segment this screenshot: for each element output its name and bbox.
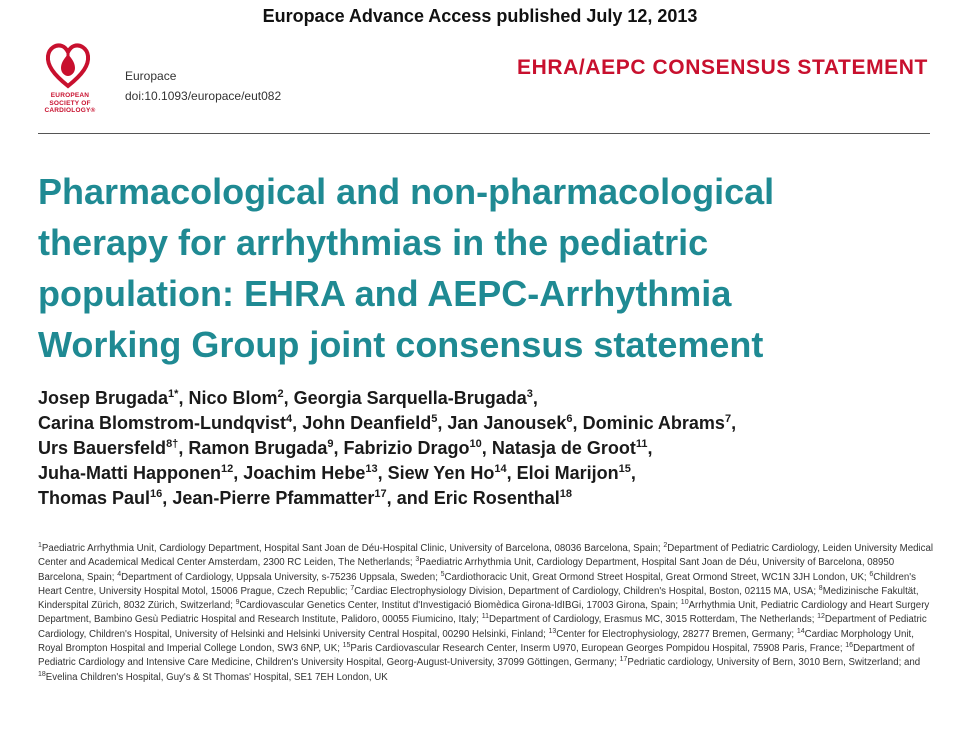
journal-info [125, 66, 281, 106]
author [188, 438, 333, 458]
author-name: Juha-Matti Happonen [38, 463, 221, 483]
affiliation-number: 11 [481, 613, 489, 621]
affiliation-text: Evelina Children's Hospital, Guy's & St Thomas' Hospital, SE1 7EH London, UK [45, 671, 388, 683]
esc-logo [28, 42, 108, 126]
affiliation-text: Cardiovascular Genetics Center, Institut d'Investigació Biomèdica Girona-IdIBGi, 17003 Girona, Spain; [239, 600, 679, 612]
author-name: Nico Blom [188, 388, 278, 408]
author [243, 463, 377, 483]
affiliation-number: 17 [619, 656, 628, 664]
affiliation-number: 5 [440, 570, 445, 578]
affiliation-number: 6 [869, 570, 874, 578]
section-label: EHRA/AEPC CONSENSUS STATEMENT [517, 56, 928, 79]
affiliation-number: 2 [663, 541, 668, 549]
author-affiliation-ref: 6 [566, 413, 573, 425]
affiliation-text: Arrhythmia Unit, Pediatric Cardiology and Heart Surgery Department, Bambino Gesù Pediatric Hospital and Research Institute, Palidoro, 00055 Fiumicino, Italy; [38, 600, 930, 626]
author-affiliation-ref: 1* [168, 388, 179, 400]
author-name: Dominic Abrams [582, 413, 725, 433]
author-name: Thomas Paul [38, 488, 151, 508]
author-name: Fabrizio Drago [343, 438, 470, 458]
author-name: Georgia Sarquella-Brugada [293, 388, 527, 408]
author [38, 438, 178, 458]
heart-logo-icon [45, 42, 91, 90]
affiliation [549, 629, 795, 640]
author-affiliation-ref: 9 [327, 438, 334, 450]
author-affiliation-ref: 17 [374, 488, 387, 500]
affiliation-text: Department of Pediatric Cardiology, Leiden University Medical Center and Academical Medical Center Amsterdam, 2300 RC Leiden, The Netherlands; [38, 543, 934, 569]
header-divider [38, 133, 930, 134]
affiliation [482, 614, 815, 625]
author [517, 463, 631, 483]
affiliations [38, 542, 938, 685]
affiliation [343, 643, 843, 654]
author [38, 413, 292, 433]
author-name: Eloi Marijon [516, 463, 619, 483]
affiliation-number: 12 [817, 613, 825, 621]
author-affiliation-ref: 12 [221, 463, 234, 475]
affiliation-text: Medizinische Fakultät, Kinderspital Zürich, 8032 Zürich, Switzerland; [38, 585, 919, 612]
title-line: therapy for arrhythmias in the pediatric [38, 222, 709, 263]
journal-doi[interactable]: doi:10.1093/europace/eut082 [125, 89, 282, 103]
affiliation-text: Paediatric Arrhythmia Unit, Cardiology Department, Hospital Sant Joan de Déu, University of Barcelona, 08950 Barcelona, Spain; [38, 557, 895, 583]
affiliation [38, 543, 661, 554]
author-affiliation-ref: 14 [494, 463, 507, 475]
logo-text-line: CARDIOLOGY® [44, 107, 96, 114]
affiliation-text: Department of Cardiology, Uppsala University, s-75236 Uppsala, Sweden; [121, 571, 438, 583]
affiliation-text: Center for Electrophysiology, 28277 Bremen, Germany; [556, 628, 795, 640]
author-affiliation-ref: 13 [365, 463, 378, 475]
journal-name: Europace [125, 69, 177, 83]
affiliation-number: 9 [235, 598, 240, 606]
affiliation-text: Children's Heart Centre, University Hospital Motol, 15006 Prague, Czech Republic; [38, 571, 917, 597]
author-name: Eric Rosenthal [433, 488, 560, 508]
affiliation-text: Cardiac Electrophysiology Division, Department of Cardiology, Children's Hospital, Boston, 02115 MA, USA; [354, 585, 817, 597]
logo-text [38, 92, 102, 115]
affiliation [117, 572, 438, 583]
author-affiliation-ref: 2 [277, 388, 284, 400]
affiliation-text: Paris Cardiovascular Research Center, Inserm U970, European Georges Pompidou Hospital, 75908 Paris, France; [350, 643, 843, 655]
author [344, 438, 482, 458]
author-name: Siew Yen Ho [387, 463, 495, 483]
affiliation-number: 13 [548, 627, 557, 635]
affiliation-number: 1 [38, 541, 42, 549]
affiliation-text: Department of Cardiology, Erasmus MC, 3015 Rotterdam, The Netherlands; [489, 614, 815, 626]
title-line: population: EHRA and AEPC-Arrhythmia [38, 273, 732, 314]
author-affiliation-ref: 5 [431, 413, 438, 425]
author-affiliation-ref: 4 [286, 413, 293, 425]
affiliation-number: 15 [342, 641, 351, 649]
article-title [38, 166, 938, 370]
affiliation [620, 657, 921, 668]
logo-text-line: EUROPEAN [50, 92, 90, 99]
author-name: Joachim Hebe [243, 463, 366, 483]
author-name: Ramon Brugada [188, 438, 328, 458]
affiliation-number: 7 [350, 584, 355, 592]
author [38, 463, 233, 483]
author-affiliation-ref: 16 [150, 488, 163, 500]
author-affiliation-ref: 8† [166, 438, 179, 450]
affiliation [350, 586, 816, 597]
author-name: Natasja de Groot [491, 438, 636, 458]
affiliation-text: Pedriatic cardiology, University of Bern, 3010 Bern, Switzerland; and [627, 657, 921, 669]
author [302, 413, 437, 433]
author [447, 413, 572, 433]
affiliation-number: 3 [415, 556, 420, 564]
author [38, 488, 162, 508]
title-line: Pharmacological and non-pharmacological [38, 171, 775, 212]
affiliation [236, 600, 678, 611]
affiliation-text: Cardiothoracic Unit, Great Ormond Street Hospital, Great Ormond Street, WC1N 3JH London, UK; [444, 571, 867, 583]
author-name: Urs Bauersfeld [38, 438, 167, 458]
author-name: Carina Blomstrom-Lundqvist [38, 413, 287, 433]
author-name: Jean-Pierre Pfammatter [172, 488, 375, 508]
author [294, 388, 533, 408]
affiliation [38, 672, 388, 683]
author-name: John Deanfield [302, 413, 432, 433]
author-affiliation-ref: 18 [559, 488, 573, 500]
author-affiliation-ref: 7 [724, 413, 732, 425]
affiliation [441, 572, 867, 583]
author [188, 388, 283, 408]
logo-text-line: SOCIETY OF [49, 99, 91, 107]
author [172, 488, 386, 508]
author-affiliation-ref: 11 [635, 438, 648, 450]
affiliation-text: Department of Pediatric Cardiology, Children's Hospital, University of Helsinki and Helsinki University Central Hospital, 00290 Helsinki, Finland; [38, 614, 927, 640]
author [434, 488, 572, 508]
affiliation-number: 14 [796, 627, 805, 635]
affiliation-number: 8 [818, 584, 823, 592]
author [492, 438, 648, 458]
author [583, 413, 732, 433]
author-affiliation-ref: 15 [618, 463, 631, 475]
affiliation-number: 16 [845, 641, 854, 649]
advance-access-banner: Europace Advance Access published July 12, 2013 [262, 6, 698, 26]
affiliation-number: 18 [38, 670, 46, 678]
author [388, 463, 507, 483]
affiliation-number: 10 [680, 598, 689, 606]
affiliation-number: 4 [117, 570, 122, 578]
author-affiliation-ref: 10 [469, 438, 482, 450]
author-name: Josep Brugada [38, 388, 169, 408]
affiliation-text: Cardiac Morphology Unit, Royal Brompton Hospital and Imperial College London, SW3 6NP, UK; [38, 628, 914, 655]
affiliation-text: Paediatric Arrhythmia Unit, Cardiology Department, Hospital Sant Joan de Déu-Hospital Clinic, University of Barcelona, 08036 Barcelona, Spain; [41, 543, 661, 554]
author-affiliation-ref: 3 [526, 388, 533, 400]
author-name: Jan Janousek [447, 413, 567, 433]
author-list: Josep Brugada$^{1*}$, Nico Blom$^2$, Georgia Sarquella-Brugada$^3$, Carina Blomstrom-Lundqvist$^4$, John Deanfield$^5$, Jan Janousek$^6$, Dominic Abrams$^7$, Urs Bauersfeld$^{8\dagger}$, Ramon Brugada$^9$, Fabrizio Drago$^{10}$, Natasja de Groot$^{11}$, Juha-Matti Happonen$^{12}$, Joachim Hebe$^{13}$, Siew Yen Ho$^{14}$, Eloi Marijon$^{15}$, Thomas Paul$^{16}$, Jean-Pierre Pfammatter$^{17}$, and Eric Rosenthal$^{18}$ [38, 388, 737, 508]
affiliation-text: Department of Pediatric Cardiology and Intensive Care Medicine, Children's University Hospital, Georg-August-University, 37099 Göttingen, Germany; [38, 643, 915, 669]
title-line: Working Group joint consensus statement [38, 324, 764, 365]
author [38, 388, 178, 408]
